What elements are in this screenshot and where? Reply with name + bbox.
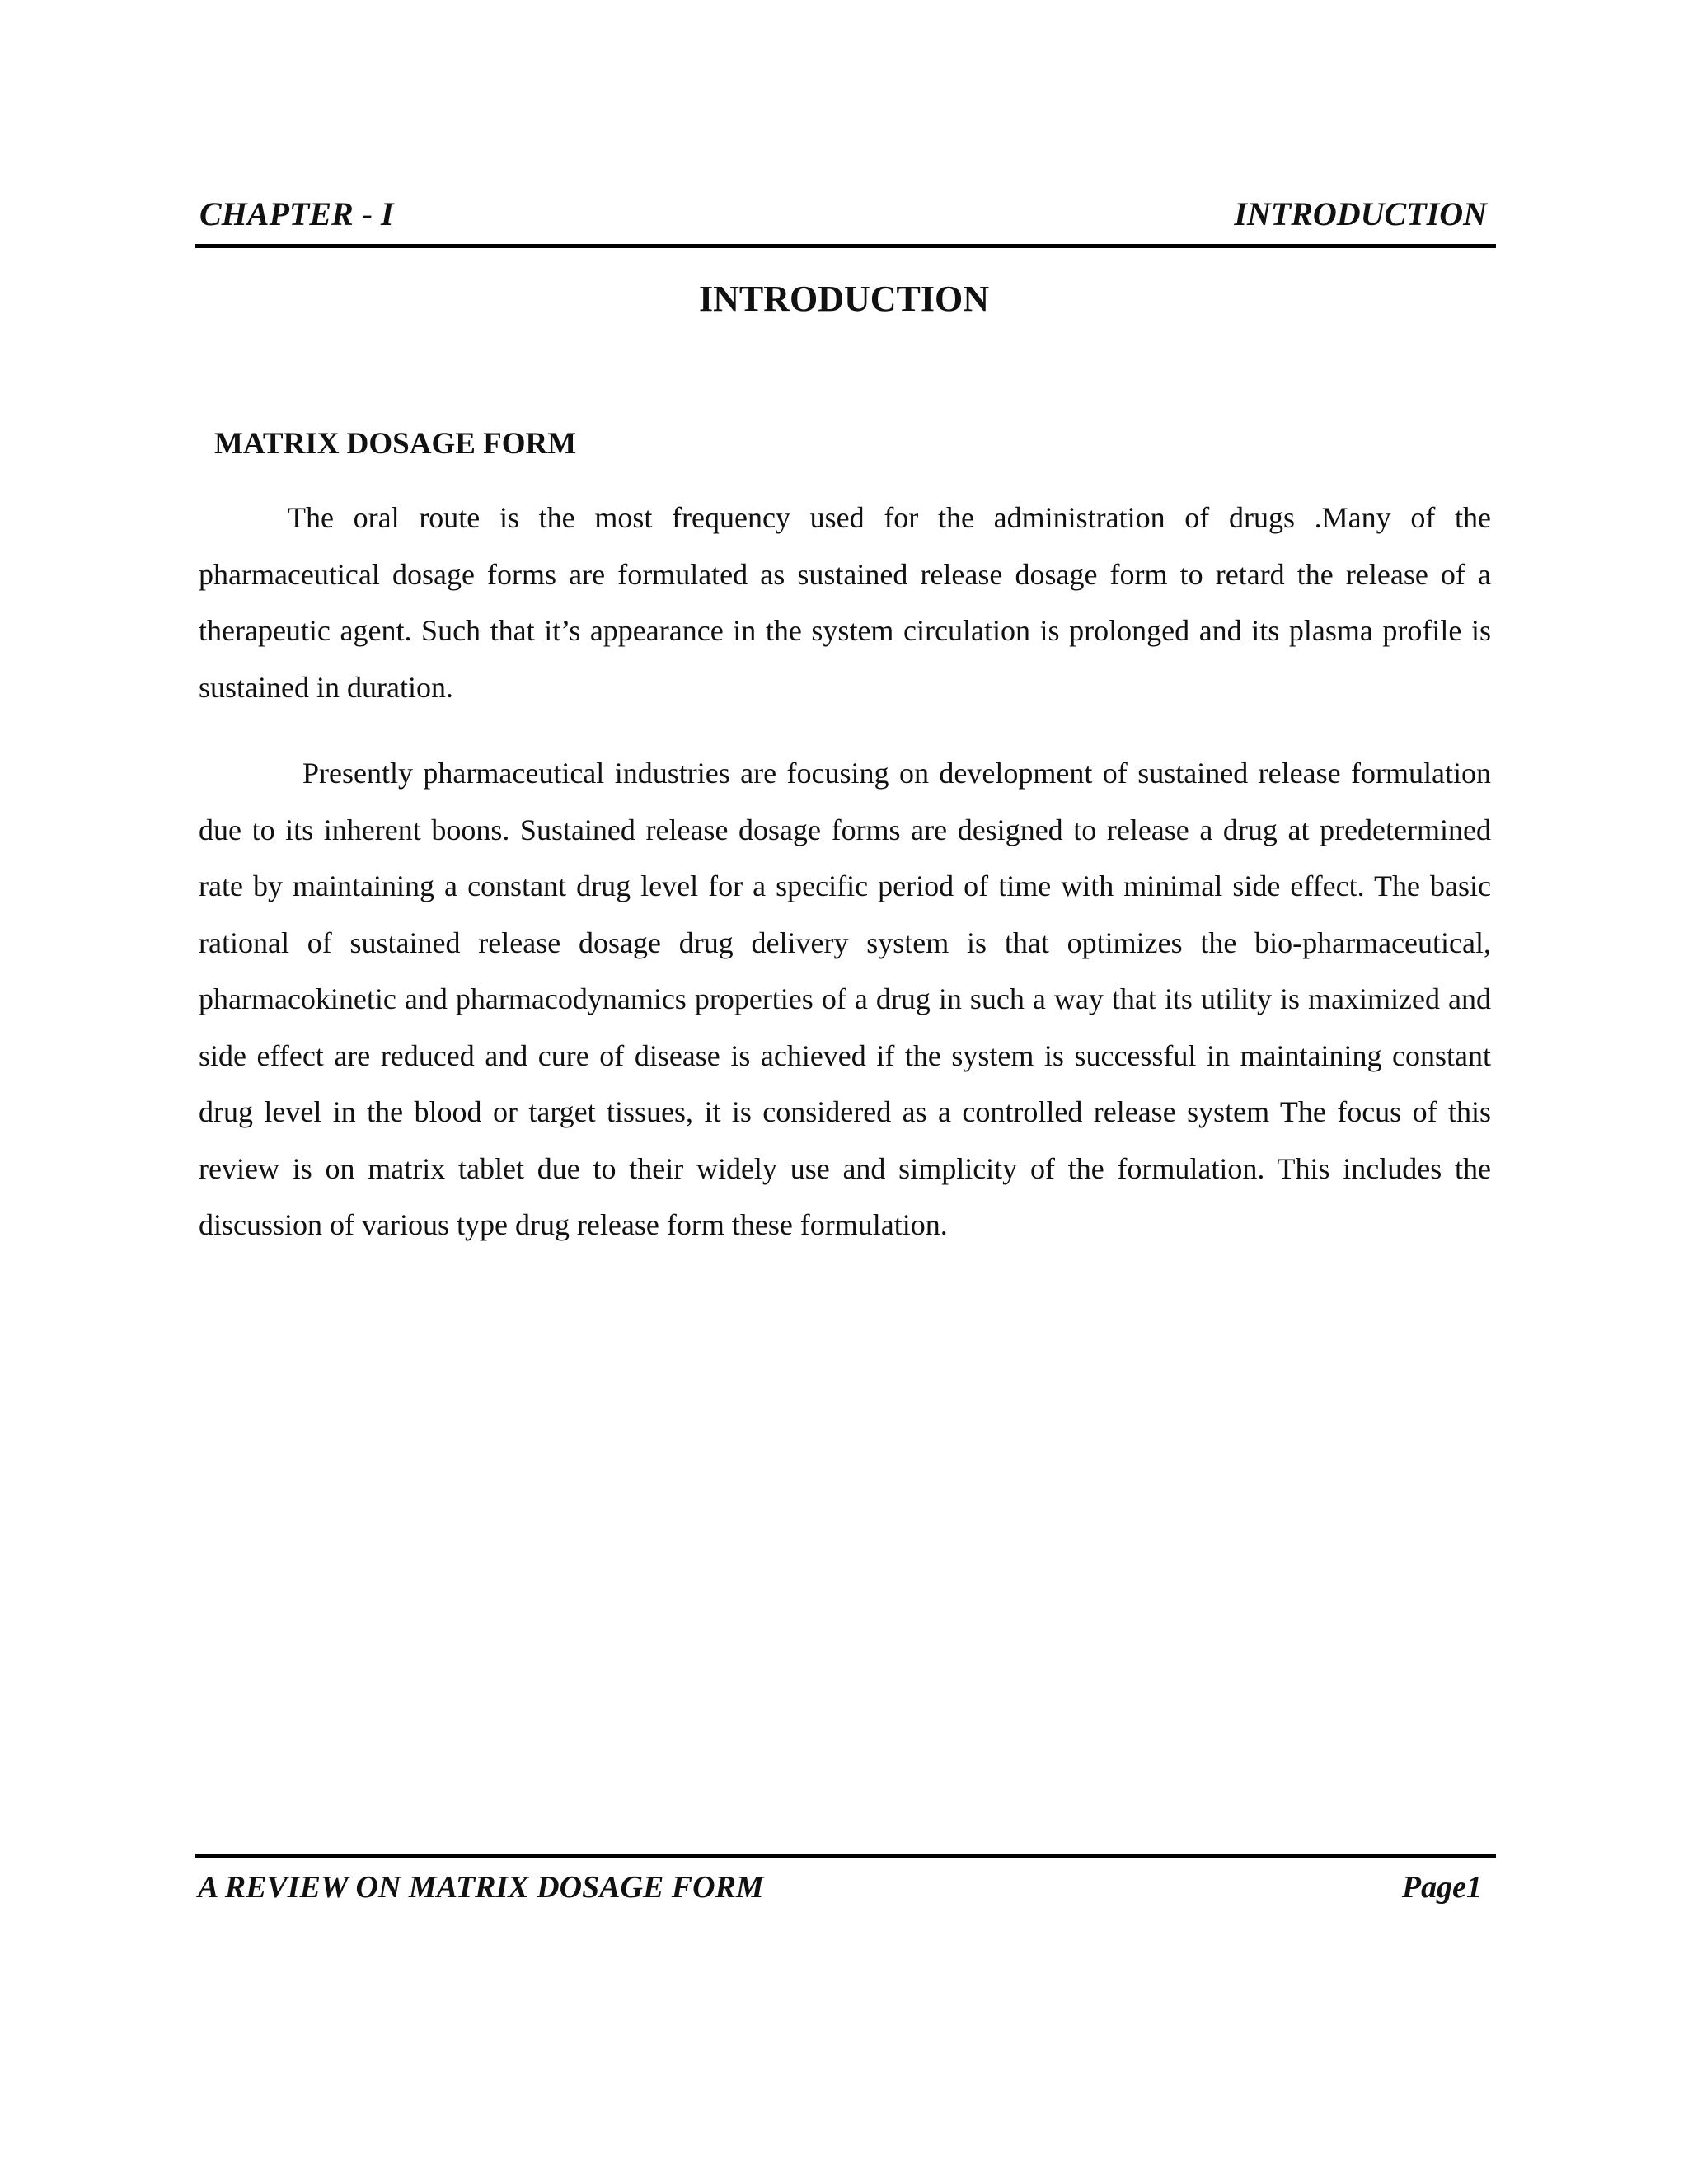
- header-section-label: INTRODUCTION: [1234, 195, 1487, 232]
- footer-rule: [195, 1854, 1496, 1858]
- body-paragraph-2: Presently pharmaceutical industries are focusing on development of sustained release formulation due to its inherent boons. Sustained release dosage forms are designed to release a drug at predetermined rate by maintaining a constant drug level for a specific period of time with minimal side effect. The basic rational of sustained release dosage drug delivery system is that optimizes the bio-pharmaceutical, pharmacokinetic and pharmacodynamics properties of a drug in such a way that its utility is maximized and side effect are reduced and cure of disease is achieved if the system is successful in maintaining constant drug level in the blood or target tissues, it is considered as a controlled release system The focus of this review is on matrix tablet due to their widely use and simplicity of the formulation. This includes the discussion of various type drug release form these formulation.: [199, 757, 1491, 1241]
- page-number: Page1: [1401, 1870, 1482, 1905]
- running-footer: [198, 1864, 1492, 1910]
- page-title: INTRODUCTION: [698, 279, 990, 319]
- body-paragraph-1: The oral route is the most frequency used for the administration of drugs .Many of the pharmaceutical dosage forms are formulated as sustained release dosage form to retard the release of a therapeutic agent. Such that it’s appearance in the system circulation is prolonged and its plasma profile is sustained in duration.: [199, 501, 1491, 704]
- footer-document-title: A REVIEW ON MATRIX DOSAGE FORM: [198, 1870, 764, 1905]
- running-header: [198, 191, 1492, 237]
- section-heading: MATRIX DOSAGE FORM: [214, 427, 577, 461]
- chapter-label: CHAPTER - I: [199, 195, 394, 232]
- header-rule: [195, 244, 1496, 248]
